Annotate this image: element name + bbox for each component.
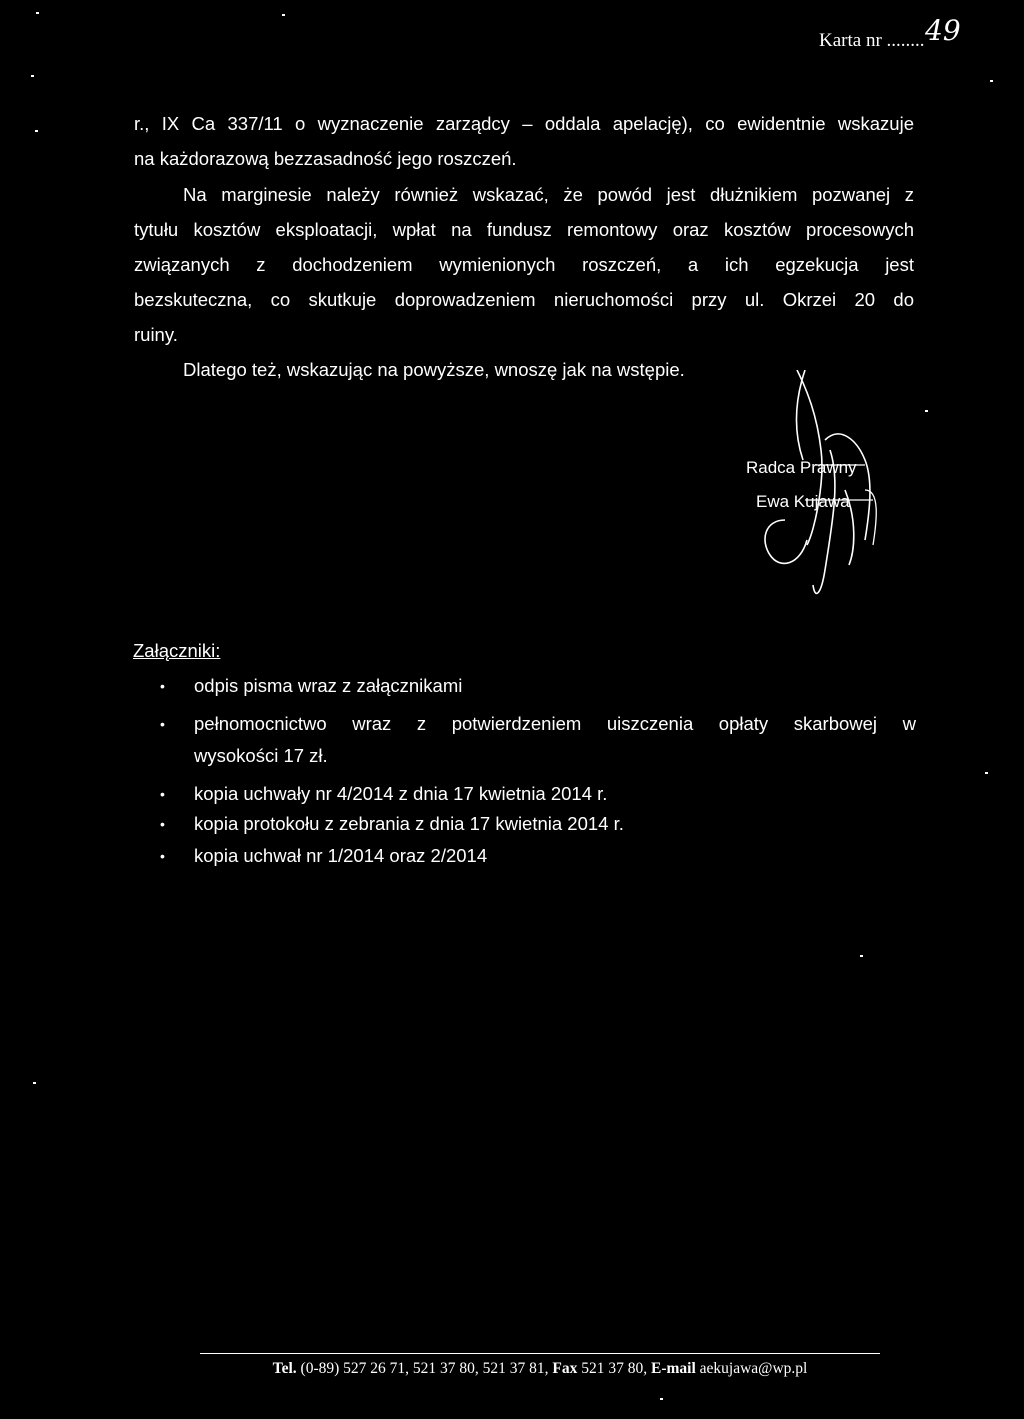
scan-speck bbox=[282, 14, 285, 16]
signature-name: Ewa Kujawa bbox=[756, 492, 850, 511]
paragraph-2-line-1: Na marginesie należy również wskazać, że powód jest dłużnikiem pozwanej z bbox=[183, 184, 914, 205]
paragraph-2-line-3: związanych z dochodzeniem wymienionych roszczeń, a ich egzekucja jest bbox=[134, 254, 914, 275]
list-item bbox=[160, 778, 916, 810]
paragraph-3 bbox=[183, 352, 803, 387]
paragraph-1-line-2: na każdorazową bezzasadność jego roszczeń. bbox=[134, 148, 517, 169]
bullet-icon: • bbox=[160, 678, 165, 694]
scan-speck bbox=[35, 130, 38, 132]
footer-tel: (0-89) 527 26 71, 521 37 80, 521 37 81, bbox=[300, 1360, 549, 1377]
list-item bbox=[160, 708, 916, 772]
scan-speck bbox=[36, 12, 39, 14]
footer-divider bbox=[200, 1353, 880, 1354]
attachment-text: pełnomocnictwo wraz z potwierdzeniem uiszczenia opłaty skarbowej w bbox=[194, 713, 916, 734]
scan-speck bbox=[660, 1398, 663, 1400]
attachment-text: kopia protokołu z zebrania z dnia 17 kwietnia 2014 r. bbox=[194, 813, 624, 834]
list-item bbox=[160, 808, 916, 840]
attachment-text: kopia uchwały nr 4/2014 z dnia 17 kwietnia 2014 r. bbox=[194, 783, 608, 804]
attachment-text: odpis pisma wraz z załącznikami bbox=[194, 675, 463, 696]
attachments-list bbox=[160, 670, 916, 872]
paragraph-2-line-2: tytułu kosztów eksploatacji, wpłat na fundusz remontowy oraz kosztów procesowych bbox=[134, 219, 914, 240]
signature-scribble bbox=[745, 370, 905, 610]
paragraph-2 bbox=[134, 177, 914, 352]
list-item bbox=[160, 670, 916, 702]
footer-contact bbox=[200, 1360, 880, 1378]
footer-fax: 521 37 80, bbox=[581, 1360, 648, 1377]
scan-speck bbox=[33, 1082, 36, 1084]
footer-fax-label: Fax bbox=[552, 1360, 578, 1377]
card-number-handwritten: 49 bbox=[925, 14, 961, 47]
paragraph-3-line-1: Dlatego też, wskazując na powyższe, wnoszę jak na wstępie. bbox=[183, 359, 685, 380]
attachments-heading: Załączniki: bbox=[133, 640, 221, 661]
attachment-text-continued: wysokości 17 zł. bbox=[194, 745, 328, 766]
card-label-dots: ........ bbox=[886, 30, 925, 51]
footer-tel-label: Tel. bbox=[272, 1360, 297, 1377]
bullet-icon: • bbox=[160, 816, 165, 832]
scan-speck bbox=[990, 80, 993, 82]
list-item bbox=[160, 840, 916, 872]
footer-email-label: E-mail bbox=[651, 1360, 696, 1377]
attachment-text: kopia uchwał nr 1/2014 oraz 2/2014 bbox=[194, 845, 488, 866]
paragraph-1-line-1: r., IX Ca 337/11 o wyznaczenie zarządcy – oddala apelację), co ewidentnie wskazuje bbox=[134, 113, 914, 134]
paragraph-2-line-5: ruiny. bbox=[134, 324, 178, 345]
paragraph-1 bbox=[134, 106, 914, 176]
card-number-label bbox=[819, 30, 925, 52]
scan-speck bbox=[925, 410, 928, 412]
bullet-icon: • bbox=[160, 716, 165, 732]
scan-speck bbox=[985, 772, 988, 774]
card-label-text: Karta nr bbox=[819, 30, 882, 51]
bullet-icon: • bbox=[160, 848, 165, 864]
paragraph-2-line-4: bezskuteczna, co skutkuje doprowadzeniem nieruchomości przy ul. Okrzei 20 do bbox=[134, 289, 914, 310]
footer-email: aekujawa@wp.pl bbox=[699, 1360, 808, 1377]
scan-speck bbox=[31, 75, 34, 77]
scan-speck bbox=[860, 955, 863, 957]
bullet-icon: • bbox=[160, 786, 165, 802]
signature-title: Radca Prawny bbox=[746, 458, 857, 477]
